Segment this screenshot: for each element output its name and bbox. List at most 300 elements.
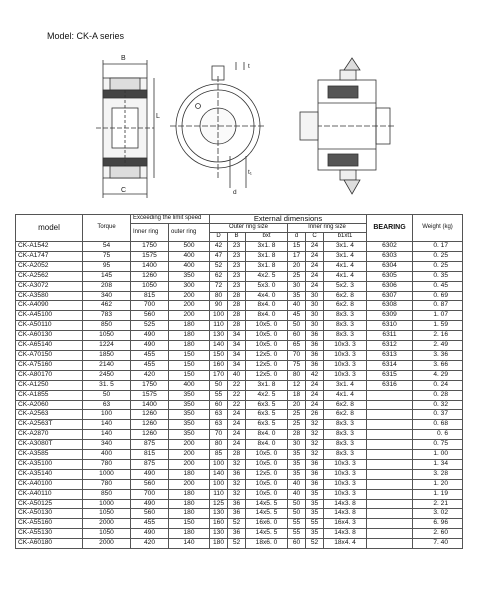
cell-inner-c: 36	[306, 360, 324, 370]
cell-weight: 2. 60	[413, 529, 463, 539]
cell-weight: 3. 66	[413, 360, 463, 370]
cell-inner-d: 80	[288, 370, 306, 380]
cell-model: CK-A50130	[16, 509, 83, 519]
cell-model: CK-A70150	[16, 350, 83, 360]
cell-inner-c: 35	[306, 509, 324, 519]
cell-inner-ring-speed: 1260	[131, 430, 169, 440]
cell-bearing	[367, 459, 413, 469]
cell-weight: 2. 49	[413, 341, 463, 351]
header-torque: Torque	[83, 215, 131, 242]
header-inner-ring-size: Inner ring size	[288, 224, 367, 233]
cell-inner-b1xt1: 6x2. 8	[324, 301, 367, 311]
cell-inner-d: 35	[288, 291, 306, 301]
cell-inner-c: 30	[306, 291, 324, 301]
cell-outer-d: 80	[210, 440, 228, 450]
cell-outer-bxt: 12x5. 0	[246, 350, 288, 360]
cell-inner-d: 50	[288, 509, 306, 519]
cell-weight: 1. 34	[413, 459, 463, 469]
cell-outer-d: 80	[210, 291, 228, 301]
table-row	[16, 479, 463, 489]
cell-model: CK-A3580	[16, 291, 83, 301]
cell-model: CK-A2563T	[16, 420, 83, 430]
cell-inner-b1xt1: 4x1. 4	[324, 261, 367, 271]
header-b: B	[228, 233, 246, 242]
table-row	[16, 331, 463, 341]
cell-torque: 140	[83, 430, 131, 440]
cell-inner-ring-speed: 815	[131, 291, 169, 301]
cell-outer-d: 63	[210, 420, 228, 430]
cell-outer-d: 63	[210, 410, 228, 420]
cell-torque: 1000	[83, 469, 131, 479]
cell-bearing	[367, 390, 413, 400]
cell-model: CK-A2562	[16, 271, 83, 281]
cell-inner-d: 55	[288, 529, 306, 539]
cell-bearing: 6310	[367, 321, 413, 331]
cell-weight: 7. 40	[413, 539, 463, 549]
cell-inner-d: 55	[288, 519, 306, 529]
cell-inner-c: 36	[306, 350, 324, 360]
cell-inner-c: 35	[306, 489, 324, 499]
cell-inner-c: 35	[306, 499, 324, 509]
cell-inner-d: 30	[288, 440, 306, 450]
cell-inner-ring-speed: 490	[131, 331, 169, 341]
cell-outer-d: 72	[210, 281, 228, 291]
cell-model: CK-A80170	[16, 370, 83, 380]
cell-outer-b: 23	[228, 261, 246, 271]
cell-outer-bxt: 6x3. 5	[246, 400, 288, 410]
cell-outer-ring-speed: 500	[169, 242, 210, 252]
cell-outer-b: 28	[228, 291, 246, 301]
cell-inner-b1xt1: 8x3. 3	[324, 420, 367, 430]
cell-inner-d: 25	[288, 420, 306, 430]
cell-outer-bxt: 3x1. 8	[246, 251, 288, 261]
cell-outer-bxt: 10x5. 0	[246, 479, 288, 489]
cell-outer-b: 24	[228, 420, 246, 430]
cell-torque: 1050	[83, 331, 131, 341]
table-row	[16, 311, 463, 321]
cell-outer-d: 42	[210, 242, 228, 252]
cell-model: CK-A60180	[16, 539, 83, 549]
dim-label-l: L	[156, 113, 160, 120]
cell-inner-b1xt1: 3x1. 4	[324, 251, 367, 261]
cell-inner-b1xt1: 14x3. 8	[324, 509, 367, 519]
table-row	[16, 251, 463, 261]
cell-weight: 4. 29	[413, 370, 463, 380]
cell-outer-d: 55	[210, 390, 228, 400]
cell-bearing	[367, 400, 413, 410]
cell-torque: 2000	[83, 519, 131, 529]
cell-model: CK-A2563	[16, 410, 83, 420]
table-row	[16, 242, 463, 252]
cell-inner-b1xt1: 10x3. 3	[324, 370, 367, 380]
cell-model: CK-A1250	[16, 380, 83, 390]
cell-inner-d: 17	[288, 251, 306, 261]
cell-outer-b: 22	[228, 400, 246, 410]
cell-outer-ring-speed: 180	[169, 489, 210, 499]
cell-outer-bxt: 12x5. 0	[246, 469, 288, 479]
cell-inner-d: 35	[288, 450, 306, 460]
cell-outer-bxt: 10x5. 0	[246, 331, 288, 341]
cell-inner-ring-speed: 420	[131, 370, 169, 380]
cell-weight: 3. 36	[413, 350, 463, 360]
cell-torque: 50	[83, 390, 131, 400]
cell-bearing: 6311	[367, 331, 413, 341]
cell-bearing	[367, 410, 413, 420]
cell-outer-ring-speed: 180	[169, 499, 210, 509]
cell-model: CK-A50125	[16, 499, 83, 509]
cell-inner-b1xt1: 8x3. 3	[324, 440, 367, 450]
cell-outer-d: 130	[210, 509, 228, 519]
cell-outer-b: 23	[228, 251, 246, 261]
cell-torque: 400	[83, 450, 131, 460]
cell-model: CK-A75160	[16, 360, 83, 370]
cell-outer-b: 36	[228, 469, 246, 479]
cell-inner-ring-speed: 1260	[131, 410, 169, 420]
cell-inner-d: 35	[288, 459, 306, 469]
cell-outer-ring-speed: 300	[169, 281, 210, 291]
table-row	[16, 301, 463, 311]
cell-outer-d: 47	[210, 251, 228, 261]
cell-inner-c: 24	[306, 400, 324, 410]
cell-bearing: 6307	[367, 291, 413, 301]
cell-model: CK-A50110	[16, 321, 83, 331]
cell-model: CK-A2870	[16, 430, 83, 440]
cell-inner-b1xt1: 10x3. 3	[324, 459, 367, 469]
cell-torque: 2140	[83, 360, 131, 370]
cell-outer-bxt: 10x5. 0	[246, 489, 288, 499]
table-row	[16, 529, 463, 539]
cell-inner-c: 32	[306, 430, 324, 440]
cell-outer-b: 34	[228, 350, 246, 360]
cell-inner-b1xt1: 10x3. 3	[324, 341, 367, 351]
cell-weight: 2. 16	[413, 331, 463, 341]
cell-bearing	[367, 499, 413, 509]
cell-model: CK-A35140	[16, 469, 83, 479]
cell-inner-b1xt1: 6x2. 8	[324, 291, 367, 301]
cell-bearing: 6306	[367, 281, 413, 291]
cell-inner-c: 30	[306, 311, 324, 321]
cell-inner-ring-speed: 1050	[131, 281, 169, 291]
cell-outer-b: 24	[228, 430, 246, 440]
cell-outer-b: 28	[228, 450, 246, 460]
cell-weight: 3. 28	[413, 469, 463, 479]
cell-outer-ring-speed: 180	[169, 509, 210, 519]
cell-outer-bxt: 6x3. 5	[246, 410, 288, 420]
cell-outer-bxt: 8x4. 0	[246, 311, 288, 321]
dim-label-c: C	[121, 187, 127, 194]
cell-inner-ring-speed: 875	[131, 459, 169, 469]
cell-outer-bxt: 16x6. 0	[246, 519, 288, 529]
cell-inner-d: 25	[288, 271, 306, 281]
cell-outer-bxt: 14x5. 5	[246, 529, 288, 539]
cell-outer-b: 34	[228, 331, 246, 341]
cell-inner-b1xt1: 8x3. 3	[324, 321, 367, 331]
cell-inner-c: 36	[306, 459, 324, 469]
cell-outer-bxt: 6x3. 5	[246, 420, 288, 430]
table-row	[16, 261, 463, 271]
cell-inner-d: 25	[288, 410, 306, 420]
cell-inner-b1xt1: 4x1. 4	[324, 390, 367, 400]
cell-outer-bxt: 10x5. 0	[246, 459, 288, 469]
cell-inner-c: 24	[306, 271, 324, 281]
cell-outer-d: 60	[210, 400, 228, 410]
cell-weight: 1. 20	[413, 479, 463, 489]
cell-weight: 0. 68	[413, 420, 463, 430]
header-limit-speed: Exceeding the limit speed	[131, 215, 210, 224]
header-d-inner: d	[288, 233, 306, 242]
cell-inner-b1xt1: 5x2. 3	[324, 281, 367, 291]
cell-outer-d: 180	[210, 539, 228, 549]
cell-outer-ring-speed: 150	[169, 370, 210, 380]
cell-outer-b: 52	[228, 539, 246, 549]
cell-inner-c: 30	[306, 321, 324, 331]
cell-outer-bxt: 10x5. 0	[246, 341, 288, 351]
cell-inner-b1xt1: 10x3. 3	[324, 469, 367, 479]
cell-torque: 63	[83, 400, 131, 410]
cell-inner-c: 26	[306, 410, 324, 420]
cell-outer-d: 150	[210, 350, 228, 360]
cell-bearing	[367, 539, 413, 549]
table-row	[16, 469, 463, 479]
cell-inner-ring-speed: 815	[131, 450, 169, 460]
cell-inner-b1xt1: 16x4. 3	[324, 519, 367, 529]
cell-weight: 6. 96	[413, 519, 463, 529]
table-row	[16, 489, 463, 499]
cell-outer-d: 70	[210, 430, 228, 440]
cell-inner-ring-speed: 560	[131, 509, 169, 519]
cell-bearing	[367, 430, 413, 440]
cell-outer-bxt: 4x4. 0	[246, 291, 288, 301]
cell-inner-d: 18	[288, 390, 306, 400]
cell-outer-d: 90	[210, 301, 228, 311]
cell-model: CK-A60130	[16, 331, 83, 341]
cell-outer-b: 28	[228, 321, 246, 331]
header-external-dimensions: External dimensions	[210, 215, 367, 224]
cell-model: CK-A45100	[16, 311, 83, 321]
cell-inner-ring-speed: 1400	[131, 400, 169, 410]
cell-outer-b: 24	[228, 440, 246, 450]
cell-torque: 850	[83, 489, 131, 499]
cell-model: CK-A65140	[16, 341, 83, 351]
cell-inner-d: 50	[288, 499, 306, 509]
header-bxt: bxt	[246, 233, 288, 242]
cell-outer-bxt: 4x2. 5	[246, 271, 288, 281]
cell-inner-c: 36	[306, 479, 324, 489]
front-section-drawing	[96, 60, 154, 198]
cell-outer-ring-speed: 400	[169, 261, 210, 271]
cell-torque: 100	[83, 410, 131, 420]
cell-bearing: 6315	[367, 370, 413, 380]
cell-inner-d: 40	[288, 489, 306, 499]
cell-inner-ring-speed: 560	[131, 311, 169, 321]
cell-outer-bxt: 14x5. 5	[246, 499, 288, 509]
table-row	[16, 519, 463, 529]
cell-inner-c: 52	[306, 539, 324, 549]
cell-outer-bxt: 3x1. 8	[246, 261, 288, 271]
cell-bearing: 6313	[367, 350, 413, 360]
cell-model: CK-A2052	[16, 261, 83, 271]
cell-outer-b: 32	[228, 459, 246, 469]
table-row	[16, 509, 463, 519]
cell-model: CK-A3585	[16, 450, 83, 460]
cell-outer-d: 52	[210, 261, 228, 271]
cell-bearing	[367, 489, 413, 499]
cell-outer-ring-speed: 350	[169, 410, 210, 420]
header-model: model	[16, 215, 83, 242]
assembly-section-drawing	[300, 58, 394, 194]
header-d-outer: D	[210, 233, 228, 242]
cell-torque: 1050	[83, 509, 131, 519]
cell-inner-b1xt1: 14x3. 8	[324, 499, 367, 509]
cell-inner-ring-speed: 455	[131, 360, 169, 370]
cell-inner-b1xt1: 8x3. 3	[324, 430, 367, 440]
cell-weight: 0. 24	[413, 380, 463, 390]
cell-inner-ring-speed: 490	[131, 529, 169, 539]
cell-bearing	[367, 509, 413, 519]
cell-outer-b: 34	[228, 360, 246, 370]
cell-outer-d: 100	[210, 479, 228, 489]
cell-inner-c: 32	[306, 440, 324, 450]
cell-outer-ring-speed: 350	[169, 400, 210, 410]
cell-inner-ring-speed: 455	[131, 519, 169, 529]
cell-torque: 462	[83, 301, 131, 311]
cell-model: CK-A3080T	[16, 440, 83, 450]
cell-bearing: 6304	[367, 261, 413, 271]
cell-weight: 1. 07	[413, 311, 463, 321]
cell-outer-d: 160	[210, 519, 228, 529]
page-title: Model: CK-A series	[47, 31, 125, 41]
cell-torque: 2450	[83, 370, 131, 380]
cell-weight: 0. 32	[413, 400, 463, 410]
cell-inner-b1xt1: 8x3. 3	[324, 450, 367, 460]
cell-inner-b1xt1: 8x3. 3	[324, 311, 367, 321]
dim-label-t1: t₁	[248, 169, 252, 176]
cell-model: CK-A3072	[16, 281, 83, 291]
cell-outer-ring-speed: 140	[169, 539, 210, 549]
cell-outer-d: 140	[210, 469, 228, 479]
cell-outer-bxt: 8x4. 0	[246, 301, 288, 311]
table-row	[16, 450, 463, 460]
cell-weight: 1. 59	[413, 321, 463, 331]
cell-inner-b1xt1: 4x1. 4	[324, 271, 367, 281]
cell-inner-b1xt1: 18x4. 4	[324, 539, 367, 549]
cell-inner-d: 40	[288, 301, 306, 311]
cell-bearing	[367, 479, 413, 489]
cell-inner-d: 20	[288, 400, 306, 410]
cell-outer-ring-speed: 350	[169, 430, 210, 440]
cell-torque: 850	[83, 321, 131, 331]
cell-outer-ring-speed: 200	[169, 479, 210, 489]
cell-inner-ring-speed: 525	[131, 321, 169, 331]
cell-outer-ring-speed: 200	[169, 450, 210, 460]
dim-label-b: B	[121, 55, 126, 62]
cell-inner-b1xt1: 8x3. 3	[324, 331, 367, 341]
cell-outer-ring-speed: 200	[169, 301, 210, 311]
table-row	[16, 410, 463, 420]
cell-outer-d: 170	[210, 370, 228, 380]
cell-outer-ring-speed: 200	[169, 291, 210, 301]
cell-outer-d: 110	[210, 321, 228, 331]
cell-outer-b: 34	[228, 341, 246, 351]
cell-outer-bxt: 4x2. 5	[246, 390, 288, 400]
dim-label-t: t	[248, 63, 250, 70]
cell-weight: 1. 19	[413, 489, 463, 499]
cell-outer-d: 160	[210, 360, 228, 370]
cell-model: CK-A4090	[16, 301, 83, 311]
cell-torque: 780	[83, 459, 131, 469]
cell-torque: 1850	[83, 350, 131, 360]
cell-inner-c: 55	[306, 519, 324, 529]
table-row	[16, 430, 463, 440]
cell-inner-d: 75	[288, 360, 306, 370]
cell-bearing	[367, 519, 413, 529]
cell-inner-ring-speed: 700	[131, 489, 169, 499]
cell-inner-ring-speed: 560	[131, 479, 169, 489]
table-row	[16, 420, 463, 430]
cell-torque: 340	[83, 291, 131, 301]
cell-weight: 0. 45	[413, 281, 463, 291]
cell-bearing: 6312	[367, 341, 413, 351]
cell-inner-c: 35	[306, 529, 324, 539]
cell-inner-c: 42	[306, 370, 324, 380]
table-row	[16, 341, 463, 351]
table-row	[16, 499, 463, 509]
cell-bearing	[367, 420, 413, 430]
specifications-table	[15, 214, 463, 549]
header-bearing: BEARING	[367, 215, 413, 242]
cell-inner-ring-speed: 1260	[131, 420, 169, 430]
cell-weight: 1. 00	[413, 450, 463, 460]
cell-torque: 54	[83, 242, 131, 252]
cell-bearing: 6309	[367, 311, 413, 321]
cell-inner-d: 12	[288, 380, 306, 390]
cell-outer-d: 50	[210, 380, 228, 390]
cell-model: CK-A1542	[16, 242, 83, 252]
cell-inner-d: 28	[288, 430, 306, 440]
cell-outer-b: 52	[228, 519, 246, 529]
header-weight: Weight (kg)	[413, 215, 463, 242]
cell-bearing: 6308	[367, 301, 413, 311]
cell-outer-b: 32	[228, 489, 246, 499]
table-row	[16, 321, 463, 331]
cell-bearing	[367, 450, 413, 460]
cell-inner-b1xt1: 10x3. 3	[324, 360, 367, 370]
header-inner-ring: Inner ring	[131, 224, 169, 242]
table-row	[16, 390, 463, 400]
cell-torque: 31. 5	[83, 380, 131, 390]
cell-outer-ring-speed: 180	[169, 469, 210, 479]
cell-inner-b1xt1: 3x1. 4	[324, 242, 367, 252]
cell-outer-ring-speed: 200	[169, 311, 210, 321]
cell-outer-b: 23	[228, 242, 246, 252]
cell-outer-bxt: 3x1. 8	[246, 380, 288, 390]
cell-model: CK-A2060	[16, 400, 83, 410]
cell-weight: 0. 69	[413, 291, 463, 301]
cell-bearing: 6305	[367, 271, 413, 281]
cell-outer-b: 36	[228, 499, 246, 509]
cell-inner-d: 35	[288, 469, 306, 479]
cell-outer-b: 32	[228, 479, 246, 489]
cell-outer-ring-speed: 180	[169, 331, 210, 341]
header-c: C	[306, 233, 324, 242]
cell-inner-b1xt1: 10x3. 3	[324, 479, 367, 489]
cell-outer-b: 36	[228, 529, 246, 539]
table-row	[16, 539, 463, 549]
cell-outer-ring-speed: 180	[169, 321, 210, 331]
cell-inner-b1xt1: 6x2. 8	[324, 400, 367, 410]
table-row	[16, 459, 463, 469]
cell-outer-d: 100	[210, 459, 228, 469]
